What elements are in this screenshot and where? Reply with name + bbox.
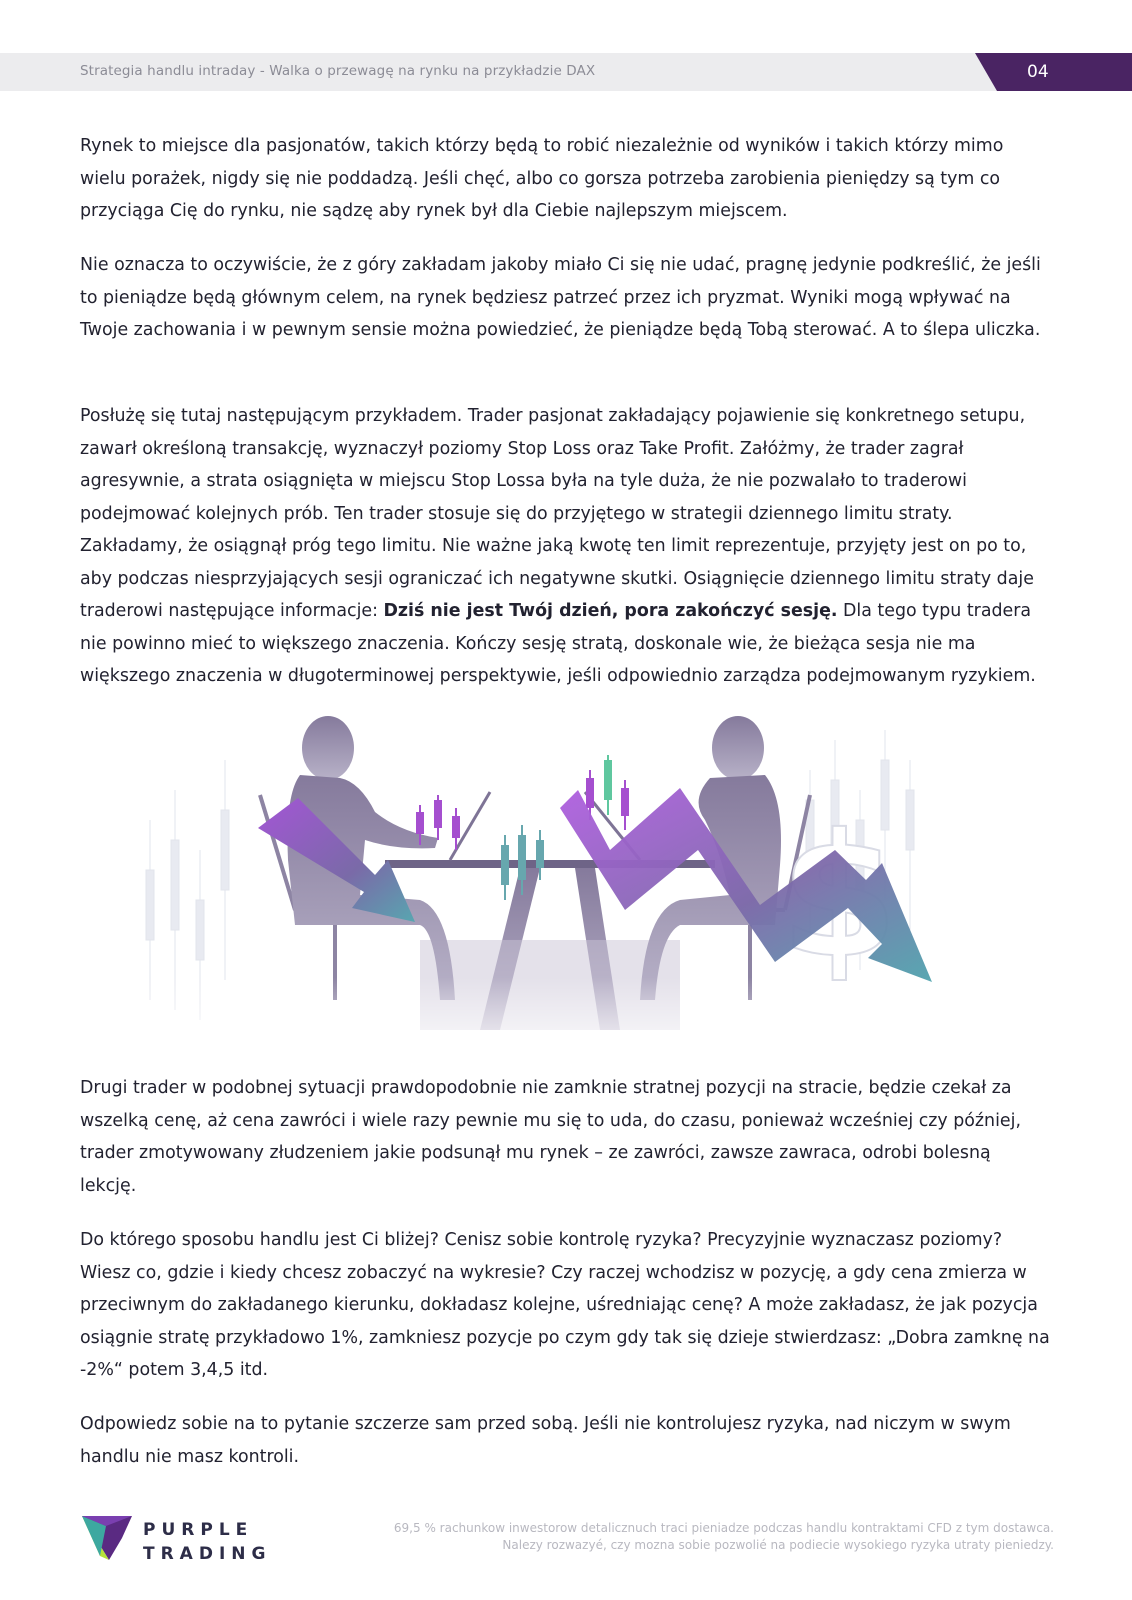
disclaimer-line-2: Nalezy rozwazyé, czy mozna sobie pozwolié na podiecie wysokiego ryzyka utraty pieniedzy.: [502, 1538, 1054, 1552]
paragraph-3: [80, 400, 1052, 693]
trading-illustration: [120, 700, 1020, 1070]
paragraph-3-emphasis: Dziś nie jest Twój dzień, pora zakończyć sesję.: [383, 601, 838, 621]
brand-name: [143, 1518, 271, 1566]
risk-disclaimer: [334, 1520, 1054, 1554]
paragraph-6-text: Odpowiedz sobie na to pytanie szczerze sam przed sobą. Jeśli nie kontrolujesz ryzyka, nad niczym w swym handlu nie masz kontroli.: [80, 1414, 1011, 1467]
page-number-tab: [975, 53, 1132, 91]
disclaimer-line-1: 69,5 % rachunkow inwestorow detalicznuch traci pieniadze podczas handlu kontraktami CFD z tym dostawca.: [393, 1521, 1054, 1535]
paragraph-1: [80, 130, 1052, 228]
paragraph-4-text: Drugi trader w podobnej sytuacji prawdopodobnie nie zamknie stratnej pozycji na stracie, będzie czekał za wszelką cenę, aż cena zawróci i wiele razy pewnie mu się to uda, do czasu, ponieważ wcześniej czy później, trader zmotywowany złudzeniem jakie podsunął mu rynek – ze zawróci, zawsze zawraca, odrobi bolesną lekcję.: [80, 1078, 1021, 1196]
page-number: 04: [1027, 62, 1049, 82]
brand-line-2: TRADING: [143, 1544, 272, 1564]
paragraph-2: [80, 249, 1052, 347]
purple-trading-logo-icon: [82, 1516, 132, 1560]
paragraph-3-text: [80, 400, 1052, 693]
paragraph-5: [80, 1224, 1052, 1387]
paragraph-2-text: Nie oznacza to oczywiście, że z góry zakładam jakoby miało Ci się nie udać, pragnę jedynie podkreślić, że jeśli to pieniądze będą głównym celem, na rynek będziesz patrzeć przez ich pryzmat. Wyniki mogą wpływać na Twoje zachowania i w pewnym sensie można powiedzieć, że pieniądze będą Tobą sterować. A to ślepa uliczka.: [80, 255, 1041, 340]
paragraph-5-text: Do którego sposobu handlu jest Ci bliżej? Cenisz sobie kontrolę ryzyka? Precyzyjnie wyznaczasz poziomy? Wiesz co, gdzie i kiedy chcesz zobaczyć na wykresie? Czy raczej wchodzisz w pozycję, a gdy cena zmierza w przeciwnym do zakładanego kierunku, dokładasz kolejne, uśredniając cenę? A może zakładasz, że jak pozycja osiągnie stratę przykładowo 1%, zamkniesz pozycje po czym gdy tak się dzieje stwierdzasz: „Dobra zamknę na -2%“ potem 3,4,5 itd.: [80, 1230, 1050, 1380]
paragraph-4: [80, 1072, 1052, 1202]
brand-line-1: PURPLE: [143, 1520, 254, 1540]
paragraph-1-text: Rynek to miejsce dla pasjonatów, takich którzy będą to robić niezależnie od wyników i takich którzy mimo wielu porażek, nigdy się nie poddadzą. Jeśli chęć, albo co gorsza potrzeba zarobienia pieniędzy są tym co przyciąga Cię do rynku, nie sądzę aby rynek był dla Ciebie najlepszym miejscem.: [80, 136, 1004, 221]
document-title: Strategia handlu intraday - Walka o przewagę na rynku na przykładzie DAX: [80, 63, 596, 79]
paragraph-3-part-2: Dla tego typu tradera nie powinno mieć to większego znaczenia. Kończy sesję stratą, doskonale wie, że bieżąca sesja nie ma większego znaczenia w długoterminowej perspektywie, jeśli odpowiednio zarządza podejmowanym ryzykiem.: [80, 601, 1036, 686]
paragraph-6: [80, 1408, 1052, 1473]
paragraph-3-part-1: Posłużę się tutaj następującym przykładem. Trader pasjonat zakładający pojawienie się konkretnego setupu, zawarł określoną transakcję, wyznaczył poziomy Stop Loss oraz Take Profit. Załóżmy, że trader zagrał agresywnie, a strata osiągnięta w miejscu Stop Lossa była na tyle duża, że nie pozwalało to traderowi podejmować kolejnych prób. Ten trader stosuje się do przyjętego w strategii dziennego limitu straty. Zakładamy, że osiągnął próg tego limitu. Nie ważne jaką kwotę ten limit reprezentuje, przyjęty jest on po to, aby podczas niesprzyjających sesji ograniczać ich negatywne skutki. Osiągnięcie dziennego limitu straty daje traderowi następujące informacje:: [80, 406, 1034, 621]
